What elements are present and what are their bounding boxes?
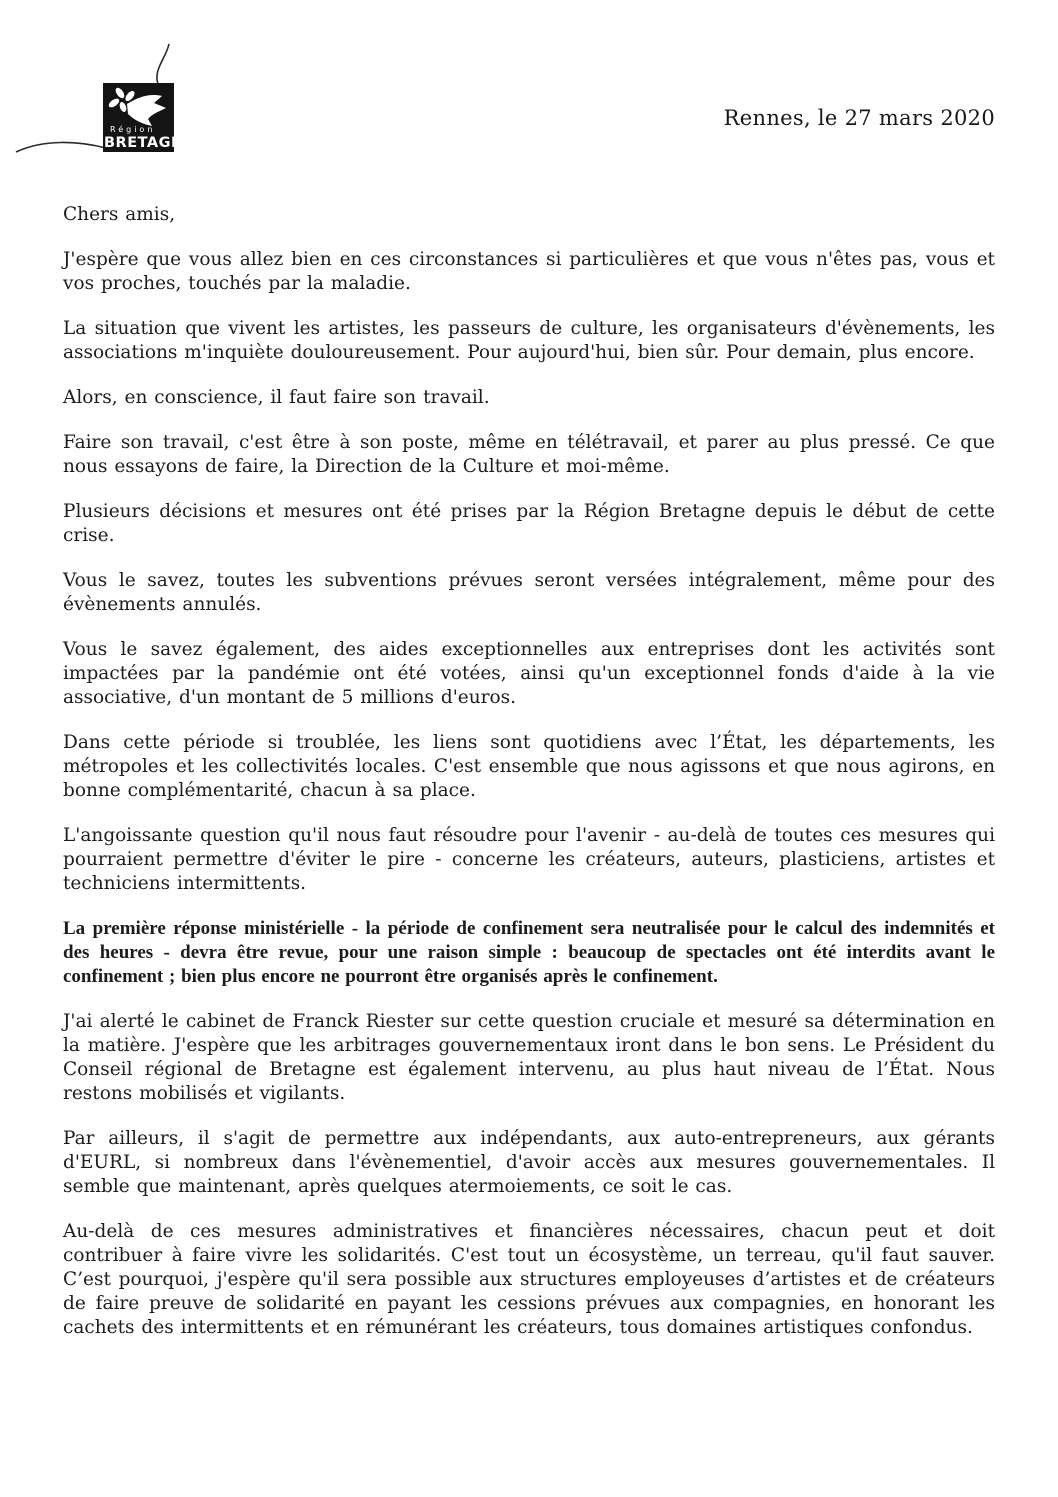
paragraph-independants: Par ailleurs, il s'agit de permettre aux indépendants, aux auto-entrepreneurs, aux gérants d'EURL, si nombreux dans l'évènementiel, d'avoir accès aux mesures gouvernementales. Il semble que maintenant, après quelques atermoiements, ce soit le cas. (63, 1128, 995, 1197)
paragraph-angoissante-question: L'angoissante question qu'il nous faut résoudre pour l'avenir - au-delà de toutes ces mesures qui pourraient permettre d'éviter le pire - concerne les créateurs, auteurs, plasticiens, artistes et techniciens intermittents. (63, 825, 995, 894)
paragraph-subventions: Vous le savez, toutes les subventions prévues seront versées intégralement, même pour des évènements annulés. (63, 570, 995, 615)
paragraph-decisions-mesures: Plusieurs décisions et mesures ont été prises par la Région Bretagne depuis le début de cette crise. (63, 501, 995, 546)
paragraph-greeting-health: J'espère que vous allez bien en ces circonstances si particulières et que vous n'êtes pas, vous et vos proches, touchés par la maladie. (63, 249, 995, 294)
paragraph-reponse-ministerielle: La première réponse ministérielle - la période de confinement sera neutralisée pour le calcul des indemnités et des heures - devra être revue, pour une raison simple : beaucoup de spectacles ont été interdits avant le confinement ; bien plus encore ne pourront être organisés après le confinement. (63, 918, 995, 987)
region-bretagne-logo-graphic (0, 40, 260, 210)
logo-swoosh-top (157, 44, 169, 84)
paragraph-faire-son-travail: Faire son travail, c'est être à son poste, même en télétravail, et parer au plus pressé. Ce que nous essayons de faire, la Direction de la Culture et moi-même. (63, 432, 995, 477)
paragraph-liens-quotidiens: Dans cette période si troublée, les liens sont quotidiens avec l’État, les départements, les métropoles et les collectivités locales. C'est ensemble que nous agissons et que nous agirons, en bonne complémentarité, chacun à sa place. (63, 732, 995, 801)
paragraph-solidarites: Au-delà de ces mesures administratives et financières nécessaires, chacun peut et doit contribuer à faire vivre les solidarités. C'est tout un écosystème, un terreau, qu'il faut sauver. C’est pourquoi, j'espère qu'il sera possible aux structures employeuses d’artistes et de créateurs de faire preuve de solidarité en payant les cessions prévues aux compagnies, en honorant les cachets des intermittents et en rémunérant les créateurs, tous domaines artistiques confondus. (63, 1221, 995, 1338)
paragraph-situation: La situation que vivent les artistes, les passeurs de culture, les organisateurs d'évènements, les associations m'inquiète douloureusement. Pour aujourd'hui, bien sûr. Pour demain, plus encore. (63, 318, 995, 363)
paragraph-franck-riester: J'ai alerté le cabinet de Franck Riester sur cette question cruciale et mesuré sa détermination en la matière. J'espère que les arbitrages gouvernementaux iront dans le bon sens. Le Président du Conseil régional de Bretagne est également intervenu, au plus haut niveau de l’État. Nous restons mobilisés et vigilants. (63, 1011, 995, 1104)
logo-swoosh-bottom (16, 142, 106, 152)
salutation: Chers amis, (63, 204, 176, 225)
paragraph-conscience: Alors, en conscience, il faut faire son travail. (63, 387, 490, 408)
logo-bretagne-label: BRETAGNE (104, 135, 195, 151)
region-bretagne-logo (0, 40, 260, 210)
date-line: Rennes, le 27 mars 2020 (723, 106, 995, 130)
logo-region-label: Région (110, 125, 156, 134)
letter-body (63, 203, 995, 1361)
paragraph-aides-exceptionnelles: Vous le savez également, des aides exceptionnelles aux entreprises dont les activités sont impactées par la pandémie ont été votées, ainsi qu'un exceptionnel fonds d'aide à la vie associative, d'un montant de 5 millions d'euros. (63, 639, 995, 708)
